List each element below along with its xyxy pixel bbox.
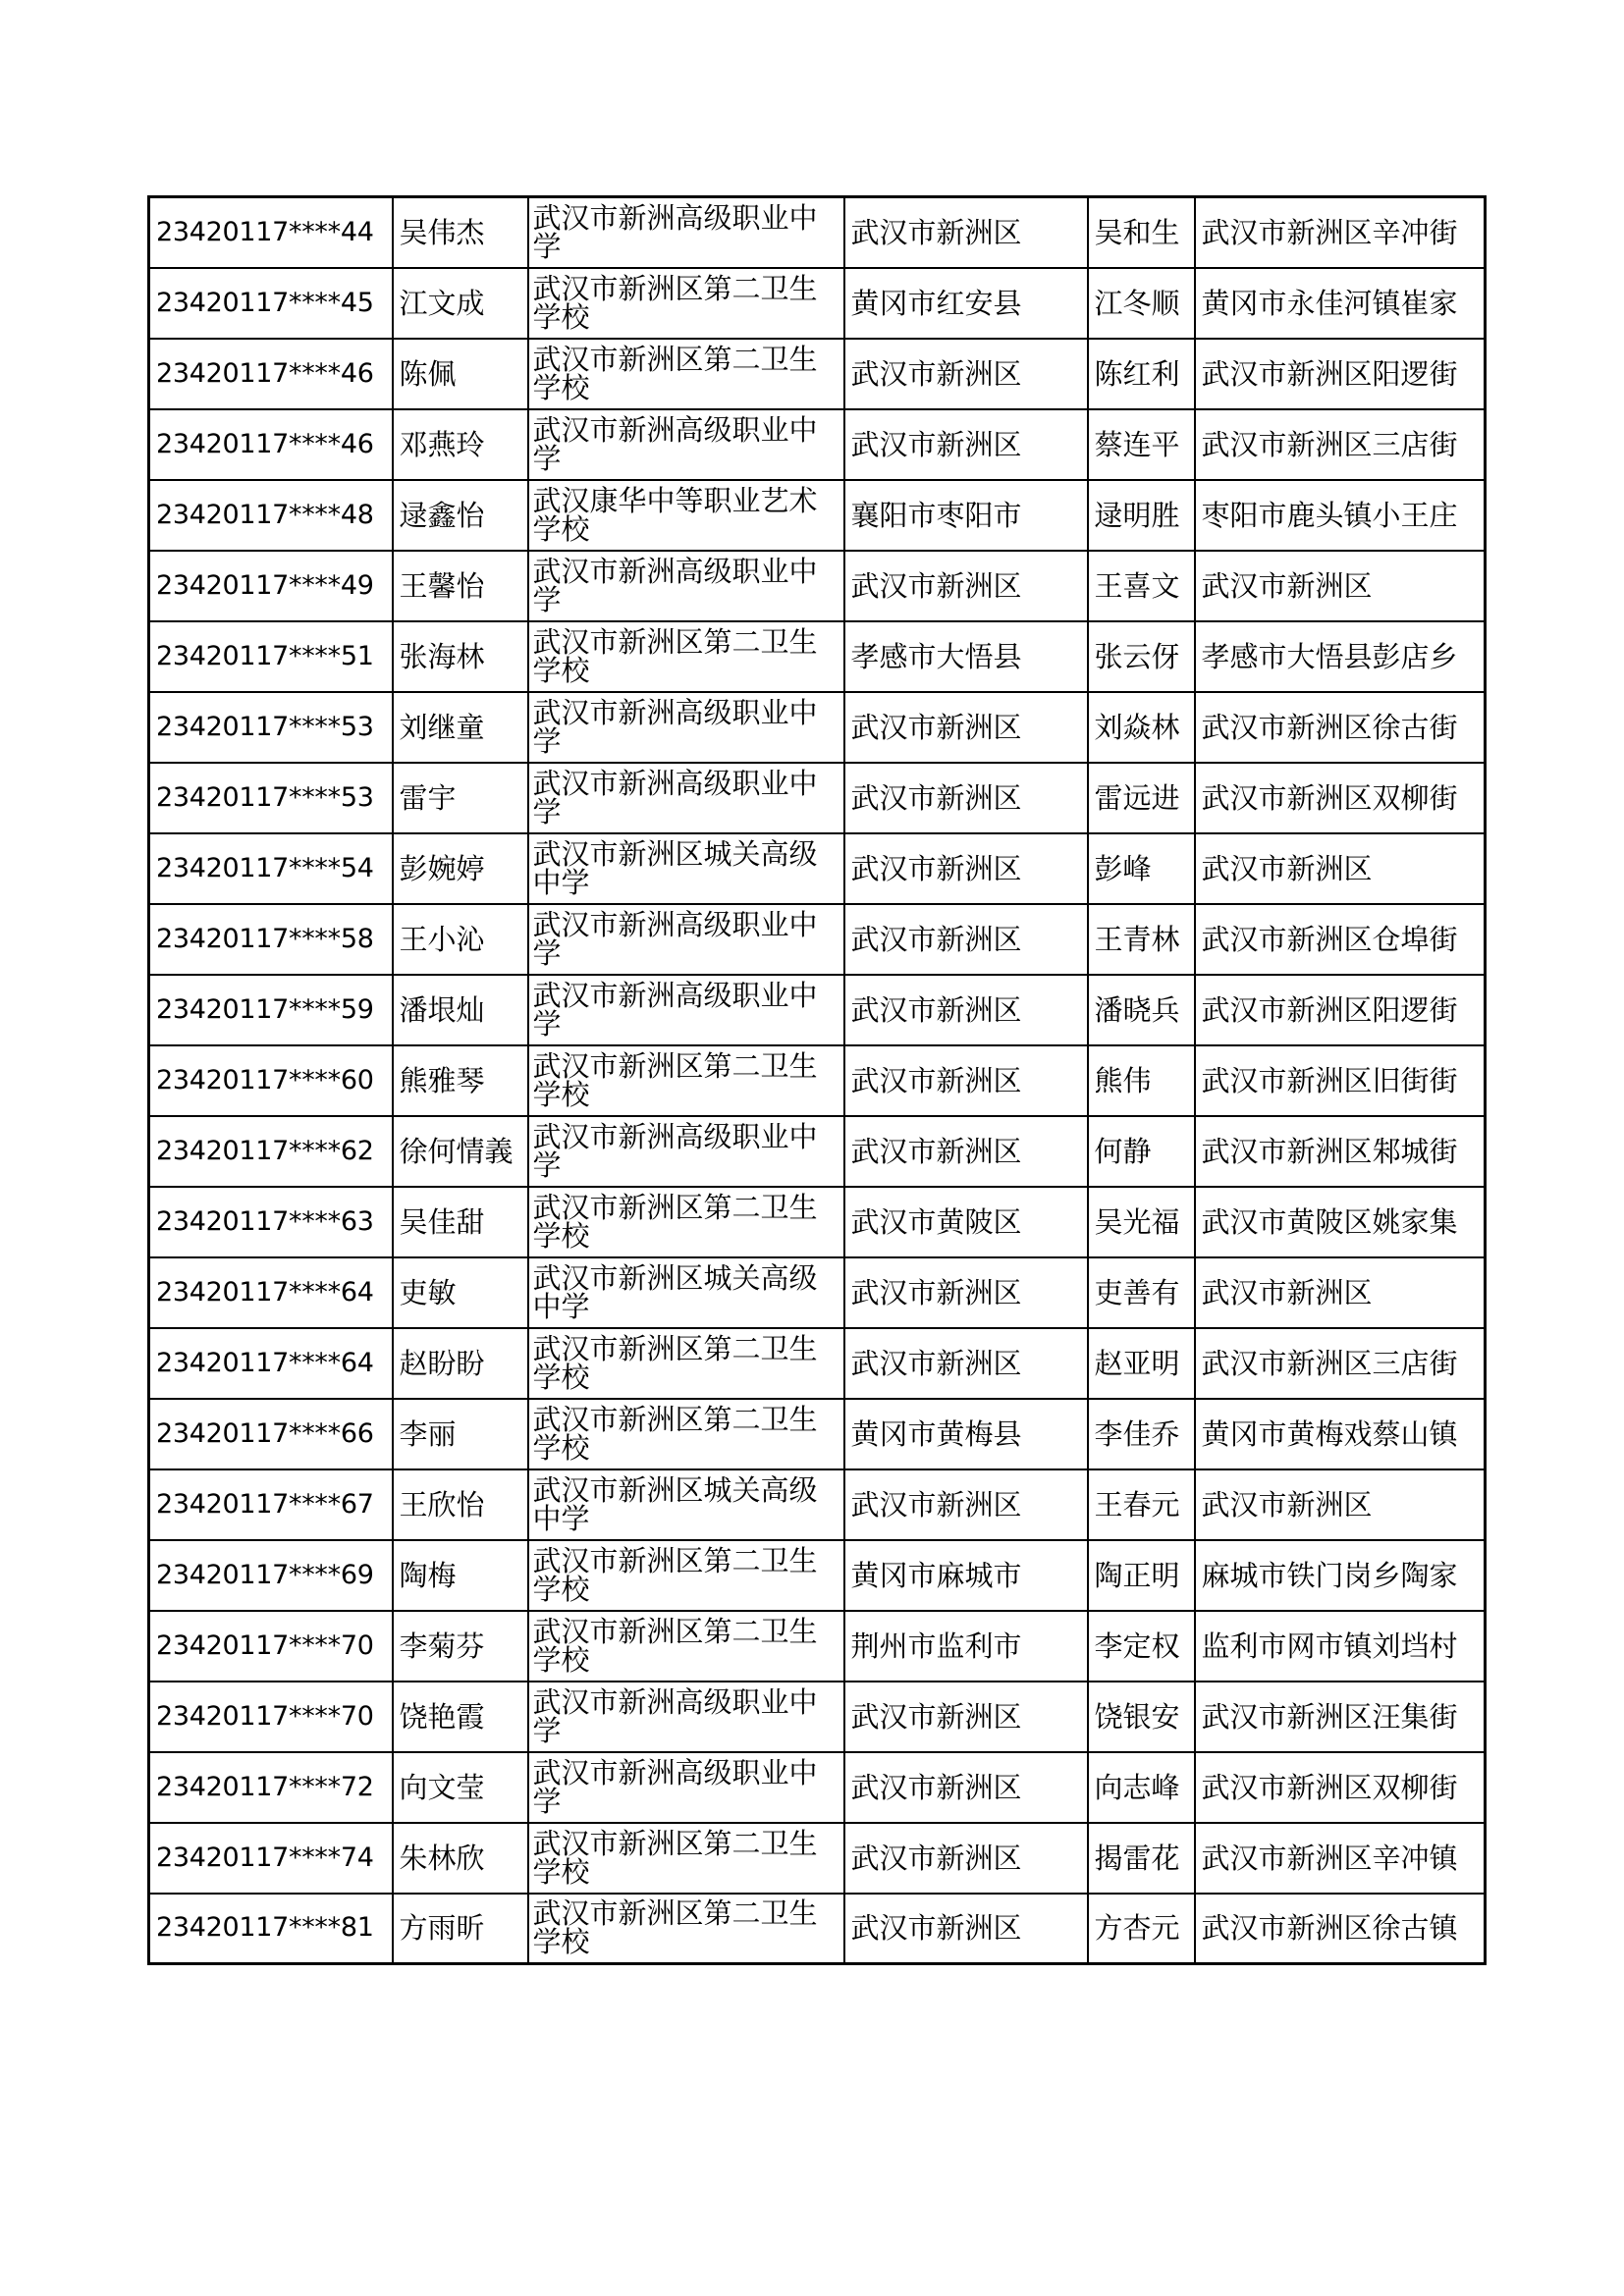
region-cell: 武汉市新洲区	[844, 975, 1088, 1045]
student-id-cell: 23420117****53	[149, 692, 393, 763]
address-cell: 枣阳市鹿头镇小王庄	[1195, 480, 1486, 551]
guardian-name-cell: 陶正明	[1088, 1540, 1195, 1611]
student-id-cell: 23420117****59	[149, 975, 393, 1045]
address-cell: 武汉市新洲区辛冲镇	[1195, 1823, 1486, 1894]
guardian-name-cell: 李佳乔	[1088, 1399, 1195, 1469]
address-cell: 监利市网市镇刘垱村	[1195, 1611, 1486, 1682]
student-name-cell: 江文成	[393, 268, 528, 339]
guardian-name-cell: 张云伢	[1088, 621, 1195, 692]
table-row	[149, 833, 1486, 904]
student-id-cell: 23420117****66	[149, 1399, 393, 1469]
school-cell: 武汉市新洲高级职业中学	[528, 1752, 844, 1823]
student-id-cell: 23420117****45	[149, 268, 393, 339]
guardian-name-cell: 陈红利	[1088, 339, 1195, 409]
region-cell: 武汉市新洲区	[844, 339, 1088, 409]
student-id-cell: 23420117****48	[149, 480, 393, 551]
region-cell: 武汉市新洲区	[844, 551, 1088, 621]
table-row	[149, 975, 1486, 1045]
address-cell: 武汉市新洲区	[1195, 833, 1486, 904]
address-cell: 武汉市新洲区双柳街	[1195, 1752, 1486, 1823]
guardian-name-cell: 向志峰	[1088, 1752, 1195, 1823]
student-id-cell: 23420117****69	[149, 1540, 393, 1611]
address-cell: 黄冈市黄梅戏蔡山镇	[1195, 1399, 1486, 1469]
address-cell: 武汉市新洲区旧街街	[1195, 1045, 1486, 1116]
region-cell: 荆州市监利市	[844, 1611, 1088, 1682]
student-name-cell: 赵盼盼	[393, 1328, 528, 1399]
table-row	[149, 692, 1486, 763]
region-cell: 武汉市新洲区	[844, 1116, 1088, 1187]
table-row	[149, 1540, 1486, 1611]
address-cell: 武汉市新洲区仓埠街	[1195, 904, 1486, 975]
school-cell: 武汉市新洲高级职业中学	[528, 197, 844, 268]
table-row	[149, 1399, 1486, 1469]
table-row	[149, 339, 1486, 409]
region-cell: 武汉市新洲区	[844, 1823, 1088, 1894]
school-cell: 武汉市新洲区第二卫生学校	[528, 1540, 844, 1611]
address-cell: 武汉市新洲区	[1195, 551, 1486, 621]
region-cell: 武汉市新洲区	[844, 1894, 1088, 1964]
address-cell: 武汉市新洲区阳逻街	[1195, 975, 1486, 1045]
region-cell: 武汉市新洲区	[844, 1045, 1088, 1116]
student-name-cell: 李丽	[393, 1399, 528, 1469]
region-cell: 武汉市新洲区	[844, 197, 1088, 268]
table-row	[149, 1328, 1486, 1399]
table-row	[149, 904, 1486, 975]
table-row	[149, 1469, 1486, 1540]
school-cell: 武汉市新洲高级职业中学	[528, 551, 844, 621]
school-cell: 武汉市新洲高级职业中学	[528, 409, 844, 480]
region-cell: 武汉市新洲区	[844, 1469, 1088, 1540]
student-name-cell: 吴伟杰	[393, 197, 528, 268]
guardian-name-cell: 刘焱林	[1088, 692, 1195, 763]
student-id-cell: 23420117****46	[149, 339, 393, 409]
student-id-cell: 23420117****64	[149, 1328, 393, 1399]
school-cell: 武汉市新洲区第二卫生学校	[528, 1823, 844, 1894]
guardian-name-cell: 逯明胜	[1088, 480, 1195, 551]
student-name-cell: 逯鑫怡	[393, 480, 528, 551]
table-row	[149, 763, 1486, 833]
school-cell: 武汉市新洲高级职业中学	[528, 975, 844, 1045]
guardian-name-cell: 吴光福	[1088, 1187, 1195, 1257]
address-cell: 武汉市新洲区三店街	[1195, 1328, 1486, 1399]
region-cell: 武汉市新洲区	[844, 763, 1088, 833]
school-cell: 武汉市新洲区城关高级中学	[528, 1469, 844, 1540]
school-cell: 武汉市新洲区第二卫生学校	[528, 621, 844, 692]
student-name-cell: 吏敏	[393, 1257, 528, 1328]
table-row	[149, 1257, 1486, 1328]
table-row	[149, 1116, 1486, 1187]
guardian-name-cell: 潘晓兵	[1088, 975, 1195, 1045]
student-id-cell: 23420117****44	[149, 197, 393, 268]
guardian-name-cell: 吏善有	[1088, 1257, 1195, 1328]
student-name-cell: 张海林	[393, 621, 528, 692]
student-roster-table	[147, 195, 1487, 1965]
school-cell: 武汉康华中等职业艺术学校	[528, 480, 844, 551]
table-row	[149, 551, 1486, 621]
school-cell: 武汉市新洲区第二卫生学校	[528, 268, 844, 339]
student-name-cell: 王欣怡	[393, 1469, 528, 1540]
student-id-cell: 23420117****54	[149, 833, 393, 904]
school-cell: 武汉市新洲高级职业中学	[528, 1116, 844, 1187]
address-cell: 武汉市黄陂区姚家集	[1195, 1187, 1486, 1257]
table-row	[149, 1823, 1486, 1894]
address-cell: 武汉市新洲区阳逻街	[1195, 339, 1486, 409]
region-cell: 黄冈市麻城市	[844, 1540, 1088, 1611]
student-name-cell: 彭婉婷	[393, 833, 528, 904]
student-name-cell: 方雨昕	[393, 1894, 528, 1964]
student-name-cell: 朱林欣	[393, 1823, 528, 1894]
student-id-cell: 23420117****51	[149, 621, 393, 692]
region-cell: 襄阳市枣阳市	[844, 480, 1088, 551]
student-id-cell: 23420117****64	[149, 1257, 393, 1328]
table-row	[149, 1752, 1486, 1823]
guardian-name-cell: 吴和生	[1088, 197, 1195, 268]
school-cell: 武汉市新洲区第二卫生学校	[528, 1611, 844, 1682]
school-cell: 武汉市新洲高级职业中学	[528, 1682, 844, 1752]
guardian-name-cell: 王喜文	[1088, 551, 1195, 621]
student-name-cell: 熊雅琴	[393, 1045, 528, 1116]
guardian-name-cell: 雷远进	[1088, 763, 1195, 833]
region-cell: 武汉市新洲区	[844, 1328, 1088, 1399]
address-cell: 孝感市大悟县彭店乡	[1195, 621, 1486, 692]
student-id-cell: 23420117****53	[149, 763, 393, 833]
table-row	[149, 1682, 1486, 1752]
guardian-name-cell: 熊伟	[1088, 1045, 1195, 1116]
student-id-cell: 23420117****63	[149, 1187, 393, 1257]
school-cell: 武汉市新洲区第二卫生学校	[528, 1894, 844, 1964]
student-id-cell: 23420117****74	[149, 1823, 393, 1894]
school-cell: 武汉市新洲区第二卫生学校	[528, 1045, 844, 1116]
school-cell: 武汉市新洲高级职业中学	[528, 763, 844, 833]
student-name-cell: 刘继童	[393, 692, 528, 763]
student-id-cell: 23420117****81	[149, 1894, 393, 1964]
guardian-name-cell: 赵亚明	[1088, 1328, 1195, 1399]
student-name-cell: 雷宇	[393, 763, 528, 833]
region-cell: 武汉市新洲区	[844, 833, 1088, 904]
guardian-name-cell: 江冬顺	[1088, 268, 1195, 339]
table-row	[149, 1187, 1486, 1257]
table-row	[149, 621, 1486, 692]
guardian-name-cell: 方杏元	[1088, 1894, 1195, 1964]
region-cell: 武汉市新洲区	[844, 1682, 1088, 1752]
table-row	[149, 409, 1486, 480]
address-cell: 武汉市新洲区双柳街	[1195, 763, 1486, 833]
address-cell: 武汉市新洲区	[1195, 1257, 1486, 1328]
student-name-cell: 潘垠灿	[393, 975, 528, 1045]
address-cell: 武汉市新洲区	[1195, 1469, 1486, 1540]
student-name-cell: 李菊芬	[393, 1611, 528, 1682]
region-cell: 武汉市新洲区	[844, 409, 1088, 480]
address-cell: 黄冈市永佳河镇崔家	[1195, 268, 1486, 339]
address-cell: 武汉市新洲区辛冲街	[1195, 197, 1486, 268]
student-id-cell: 23420117****70	[149, 1611, 393, 1682]
student-name-cell: 饶艳霞	[393, 1682, 528, 1752]
school-cell: 武汉市新洲高级职业中学	[528, 904, 844, 975]
student-name-cell: 陶梅	[393, 1540, 528, 1611]
student-name-cell: 陈佩	[393, 339, 528, 409]
guardian-name-cell: 何静	[1088, 1116, 1195, 1187]
table-row	[149, 197, 1486, 268]
region-cell: 武汉市新洲区	[844, 1752, 1088, 1823]
school-cell: 武汉市新洲区第二卫生学校	[528, 1399, 844, 1469]
address-cell: 武汉市新洲区邾城街	[1195, 1116, 1486, 1187]
guardian-name-cell: 饶银安	[1088, 1682, 1195, 1752]
student-name-cell: 邓燕玲	[393, 409, 528, 480]
region-cell: 武汉市新洲区	[844, 1257, 1088, 1328]
region-cell: 武汉市新洲区	[844, 904, 1088, 975]
region-cell: 孝感市大悟县	[844, 621, 1088, 692]
table-row	[149, 268, 1486, 339]
region-cell: 武汉市黄陂区	[844, 1187, 1088, 1257]
table-row	[149, 1611, 1486, 1682]
guardian-name-cell: 李定权	[1088, 1611, 1195, 1682]
student-id-cell: 23420117****72	[149, 1752, 393, 1823]
student-id-cell: 23420117****70	[149, 1682, 393, 1752]
school-cell: 武汉市新洲区城关高级中学	[528, 833, 844, 904]
school-cell: 武汉市新洲区第二卫生学校	[528, 1328, 844, 1399]
region-cell: 武汉市新洲区	[844, 692, 1088, 763]
guardian-name-cell: 王青林	[1088, 904, 1195, 975]
region-cell: 黄冈市黄梅县	[844, 1399, 1088, 1469]
school-cell: 武汉市新洲区第二卫生学校	[528, 1187, 844, 1257]
student-id-cell: 23420117****49	[149, 551, 393, 621]
student-id-cell: 23420117****62	[149, 1116, 393, 1187]
table-row	[149, 1894, 1486, 1964]
student-name-cell: 王小沁	[393, 904, 528, 975]
guardian-name-cell: 彭峰	[1088, 833, 1195, 904]
address-cell: 武汉市新洲区汪集街	[1195, 1682, 1486, 1752]
roster-body	[149, 197, 1486, 1964]
student-id-cell: 23420117****58	[149, 904, 393, 975]
student-id-cell: 23420117****46	[149, 409, 393, 480]
address-cell: 武汉市新洲区徐古镇	[1195, 1894, 1486, 1964]
student-id-cell: 23420117****67	[149, 1469, 393, 1540]
table-row	[149, 1045, 1486, 1116]
guardian-name-cell: 蔡连平	[1088, 409, 1195, 480]
student-name-cell: 吴佳甜	[393, 1187, 528, 1257]
student-name-cell: 徐何情義	[393, 1116, 528, 1187]
address-cell: 武汉市新洲区徐古街	[1195, 692, 1486, 763]
address-cell: 麻城市铁门岗乡陶家	[1195, 1540, 1486, 1611]
student-id-cell: 23420117****60	[149, 1045, 393, 1116]
school-cell: 武汉市新洲区城关高级中学	[528, 1257, 844, 1328]
table-row	[149, 480, 1486, 551]
student-name-cell: 王馨怡	[393, 551, 528, 621]
guardian-name-cell: 揭雷花	[1088, 1823, 1195, 1894]
school-cell: 武汉市新洲高级职业中学	[528, 692, 844, 763]
region-cell: 黄冈市红安县	[844, 268, 1088, 339]
school-cell: 武汉市新洲区第二卫生学校	[528, 339, 844, 409]
student-name-cell: 向文莹	[393, 1752, 528, 1823]
guardian-name-cell: 王春元	[1088, 1469, 1195, 1540]
address-cell: 武汉市新洲区三店街	[1195, 409, 1486, 480]
